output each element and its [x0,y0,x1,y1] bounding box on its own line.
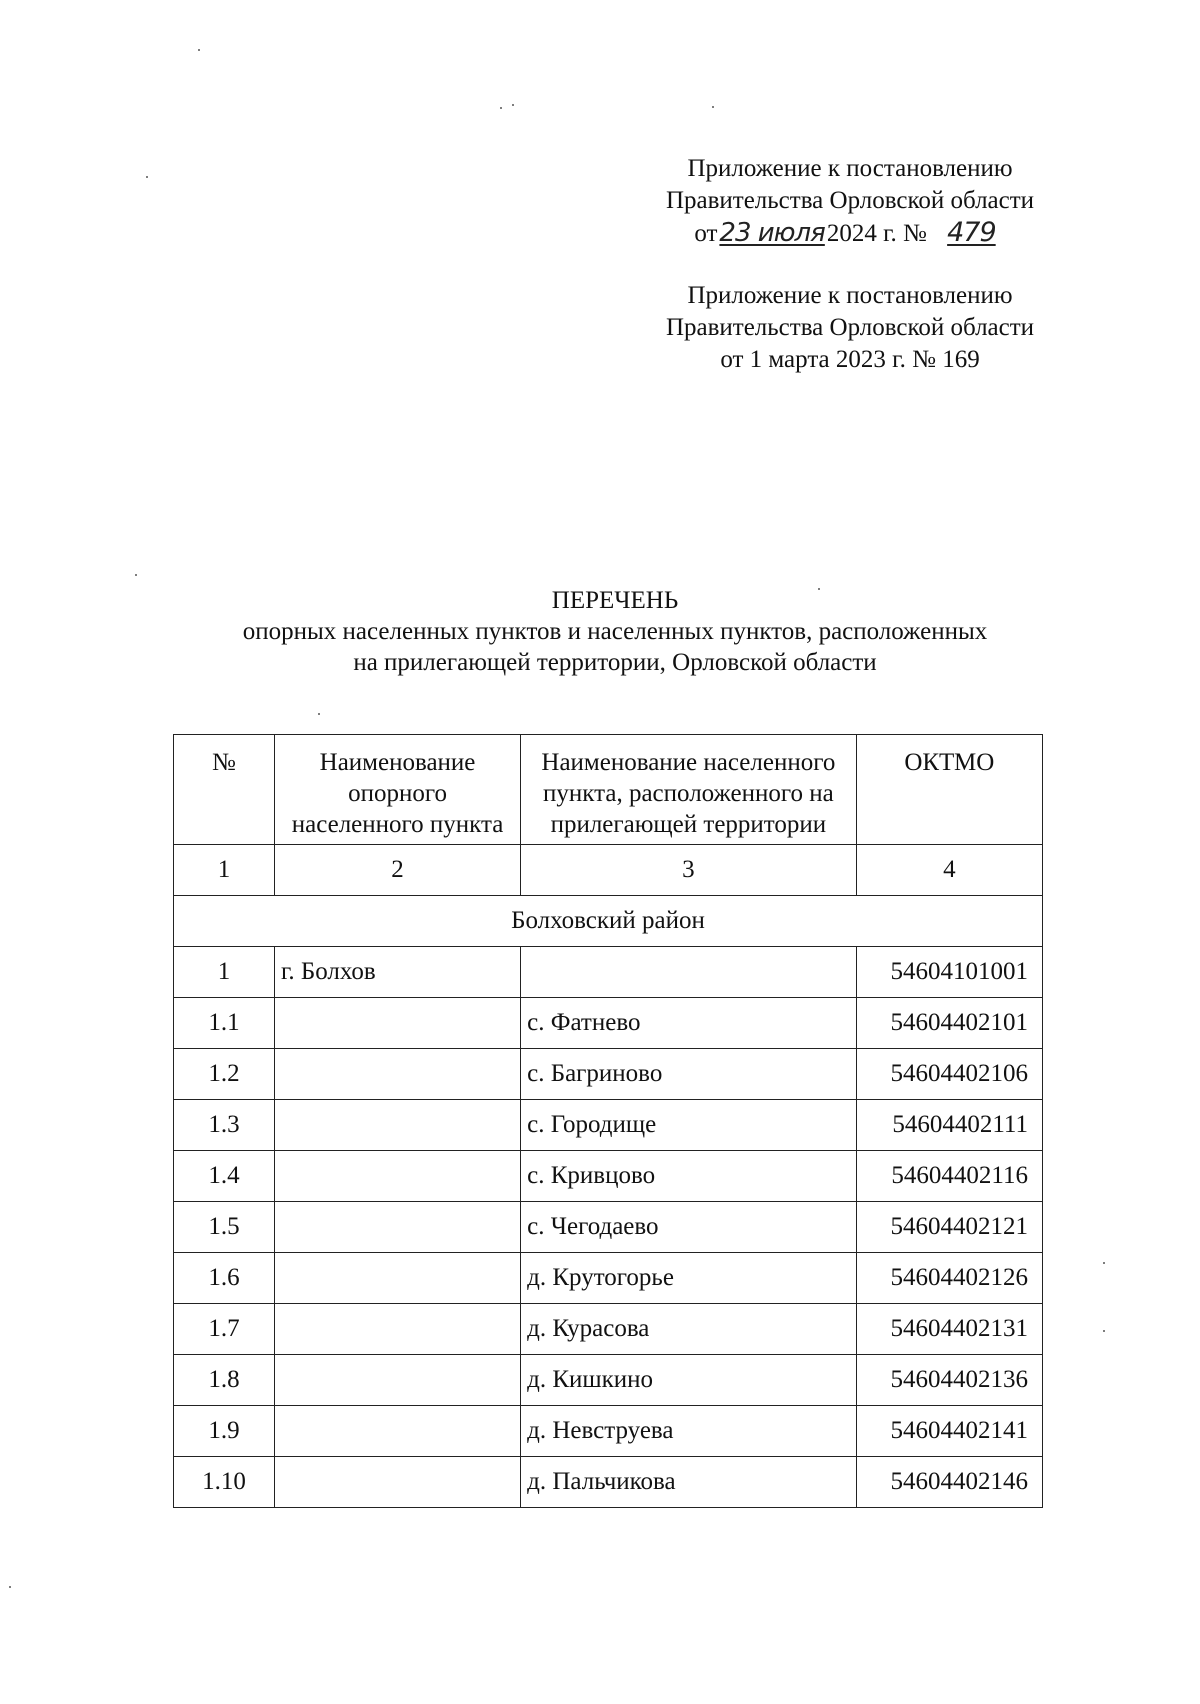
row-number: 1.6 [174,1253,275,1304]
scan-speck [818,588,820,590]
scan-speck [146,176,148,178]
appendix-line-3: от 1 марта 2023 г. № 169 [720,346,980,373]
appendix-date-line [600,217,1100,250]
appendix-line-2: Правительства Орловской области [665,314,1035,341]
appendix-heading-original [600,280,1100,376]
table-row [174,1202,1043,1253]
scan-speck [9,1586,11,1588]
hub-settlement: г. Болхов [274,947,520,998]
header-hub-settlement: Наименование опорного населенного пункта [274,735,520,845]
adjacent-settlement [521,947,857,998]
row-number: 1.2 [174,1049,275,1100]
row-number: 1.4 [174,1151,275,1202]
hub-settlement [274,1304,520,1355]
scan-speck [500,107,502,109]
table-row [174,1253,1043,1304]
hub-settlement [274,998,520,1049]
title-line-3: на прилегающей территории, Орловской области [353,649,877,676]
column-number: 4 [856,845,1042,896]
date-prefix: от [694,220,718,247]
adjacent-settlement: с. Багриново [521,1049,857,1100]
header-adjacent-settlement: Наименование населенного пункта, расположенного на прилегающей территории [521,735,857,845]
oktmo-code: 54604402106 [856,1049,1042,1100]
scan-speck [712,106,714,108]
adjacent-settlement: д. Крутогорье [521,1253,857,1304]
appendix-line-1: Приложение к постановлению [687,155,1013,182]
table-row [174,1457,1043,1508]
document-title [150,585,1080,678]
oktmo-code: 54604402146 [856,1457,1042,1508]
table-header-row [174,735,1043,845]
oktmo-code: 54604402131 [856,1304,1042,1355]
row-number: 1.10 [174,1457,275,1508]
oktmo-code: 54604402121 [856,1202,1042,1253]
scan-speck [1103,1262,1105,1264]
oktmo-code: 54604402141 [856,1406,1042,1457]
column-number: 1 [174,845,275,896]
appendix-line-1: Приложение к постановлению [687,282,1013,309]
table-row [174,1304,1043,1355]
hub-settlement [274,1049,520,1100]
table-row [174,998,1043,1049]
row-number: 1.5 [174,1202,275,1253]
scan-speck [135,574,137,576]
hub-settlement [274,1100,520,1151]
row-number: 1 [174,947,275,998]
column-number: 2 [274,845,520,896]
table-row [174,1151,1043,1202]
column-number-row [174,845,1043,896]
appendix-line-2: Правительства Орловской области [665,187,1035,214]
adjacent-settlement: д. Кишкино [521,1355,857,1406]
hub-settlement [274,1355,520,1406]
scan-speck [1103,1330,1105,1332]
header-number: № [174,735,275,845]
hub-settlement [274,1151,520,1202]
oktmo-code: 54604402111 [856,1100,1042,1151]
adjacent-settlement: с. Чегодаево [521,1202,857,1253]
row-number: 1.3 [174,1100,275,1151]
settlements-table [173,734,1043,1508]
oktmo-code: 54604402101 [856,998,1042,1049]
table-row [174,1355,1043,1406]
oktmo-code: 54604402126 [856,1253,1042,1304]
hub-settlement [274,1457,520,1508]
title-line-2: опорных населенных пунктов и населенных пунктов, расположенных [242,618,988,645]
adjacent-settlement: с. Кривцово [521,1151,857,1202]
district-name: Болховский район [174,896,1043,947]
oktmo-code: 54604402136 [856,1355,1042,1406]
scan-speck [318,713,320,715]
row-number: 1.9 [174,1406,275,1457]
column-number: 3 [521,845,857,896]
handwritten-date: 23 июля [719,218,825,248]
table-row [174,1100,1043,1151]
table-row [174,1049,1043,1100]
hub-settlement [274,1253,520,1304]
adjacent-settlement: с. Городище [521,1100,857,1151]
date-year: 2024 г. № [826,220,927,247]
scan-speck [512,104,514,106]
district-row [174,896,1043,947]
scan-speck [198,49,200,51]
handwritten-number: 479 [947,217,996,248]
table-row [174,1406,1043,1457]
row-number: 1.8 [174,1355,275,1406]
title-line-1: ПЕРЕЧЕНЬ [551,587,679,614]
adjacent-settlement: д. Невструева [521,1406,857,1457]
oktmo-code: 54604402116 [856,1151,1042,1202]
hub-settlement [274,1202,520,1253]
oktmo-code: 54604101001 [856,947,1042,998]
header-oktmo: ОКТМО [856,735,1042,845]
adjacent-settlement: д. Курасова [521,1304,857,1355]
table-row [174,947,1043,998]
hub-settlement [274,1406,520,1457]
adjacent-settlement: с. Фатнево [521,998,857,1049]
row-number: 1.7 [174,1304,275,1355]
adjacent-settlement: д. Пальчикова [521,1457,857,1508]
row-number: 1.1 [174,998,275,1049]
appendix-heading-current [600,153,1100,250]
